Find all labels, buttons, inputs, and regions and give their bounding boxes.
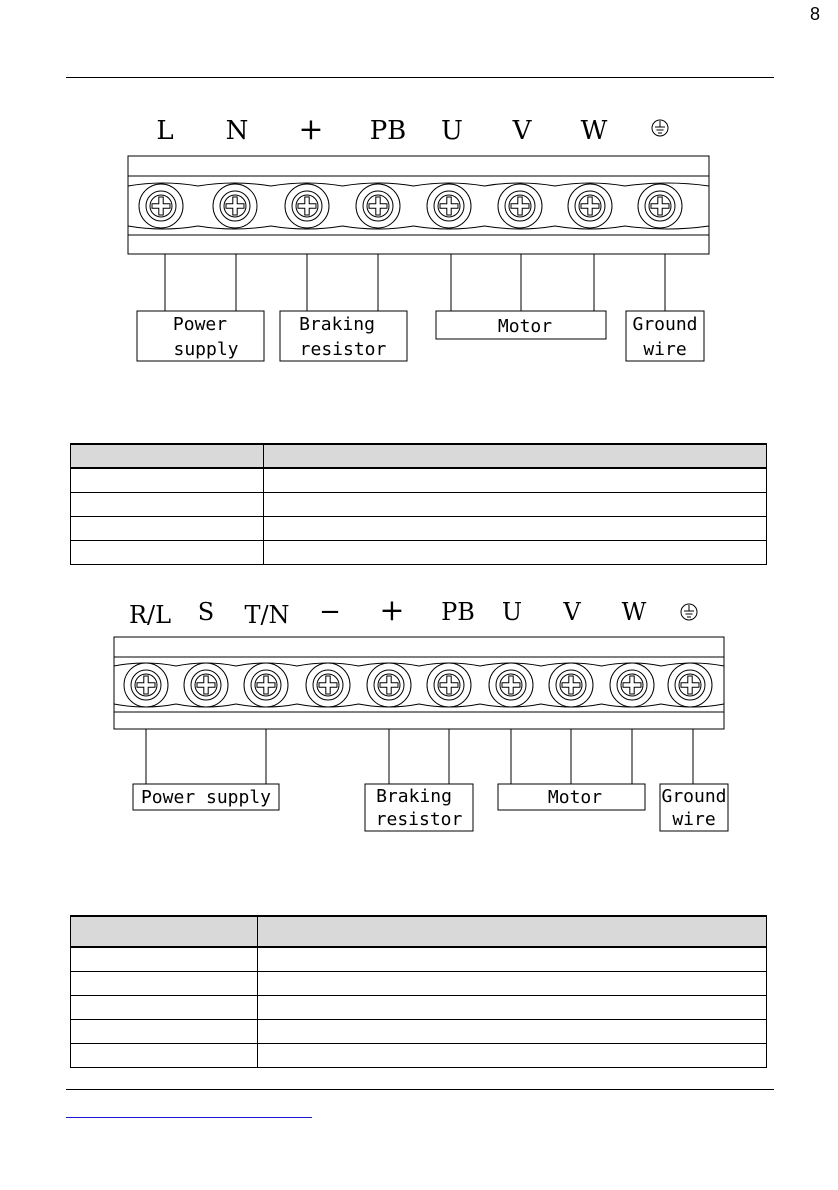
group-label-line: Braking <box>376 786 452 807</box>
footer-link[interactable] <box>66 1117 312 1118</box>
group-label-line: Braking <box>299 314 375 335</box>
terminal-label-w: W <box>621 598 647 626</box>
group-label-line: resistor <box>375 809 463 830</box>
table-cell <box>71 516 264 540</box>
terminal-label-minus: − <box>319 597 341 627</box>
screw-icon <box>668 663 712 707</box>
screw-icon <box>244 663 288 707</box>
table-cell <box>264 444 767 468</box>
table-cell <box>264 540 767 564</box>
terminal-diagram-1 <box>0 0 838 380</box>
table-row <box>71 1043 767 1067</box>
terminal-label-u: U <box>441 116 463 146</box>
group-box-ground-wire-1 <box>626 311 704 361</box>
screw-icon <box>427 663 471 707</box>
group-box-power-supply-1 <box>137 311 264 361</box>
terminal-label-t-n: T/N <box>244 601 290 629</box>
group-label-line: wire <box>643 339 687 360</box>
screw-icon <box>610 663 654 707</box>
group-label-line: supply <box>173 339 239 360</box>
screw-icon <box>124 663 168 707</box>
group-box-motor-1 <box>436 311 606 339</box>
table-cell <box>71 995 258 1019</box>
terminal-label-l: L <box>156 116 174 146</box>
table-cell <box>71 1043 258 1067</box>
group-label-line: Power <box>172 314 228 335</box>
table-cell <box>258 971 767 995</box>
table-cell <box>71 916 258 947</box>
table-row <box>71 468 767 492</box>
table-row <box>71 971 767 995</box>
terminal-label-pb: PB <box>369 116 407 146</box>
group-box-ground-wire-2 <box>660 784 728 831</box>
terminal-diagram-2 <box>0 590 838 850</box>
table-row <box>71 540 767 564</box>
table-cell <box>71 947 258 971</box>
table-cell <box>71 540 264 564</box>
group-label-line: Ground <box>661 786 727 807</box>
screw-icon <box>139 184 183 228</box>
terminal-label-w: W <box>580 116 608 146</box>
group-label-line: Motor <box>547 787 603 808</box>
table-row <box>71 947 767 971</box>
table-cell <box>258 1043 767 1067</box>
terminal-block-2 <box>114 637 724 729</box>
terminal-label-r-l: R/L <box>128 601 172 629</box>
table-cell <box>71 468 264 492</box>
terminal-block-1 <box>128 156 709 254</box>
table-cell <box>71 1019 258 1043</box>
terminal-label-pb: PB <box>441 598 475 626</box>
table-header-row <box>71 916 767 947</box>
group-label-line: resistor <box>299 339 387 360</box>
group-label-line: Ground <box>632 314 698 335</box>
table-header-row <box>71 444 767 468</box>
table-cell <box>258 916 767 947</box>
footer-rule <box>66 1089 774 1090</box>
screw-icon <box>306 663 350 707</box>
table-cell <box>264 492 767 516</box>
table-cell <box>258 947 767 971</box>
table-cell <box>71 971 258 995</box>
table-cell <box>71 492 264 516</box>
group-box-motor-2 <box>498 784 645 810</box>
screw-icon <box>638 184 682 228</box>
terminal-label-plus: + <box>298 112 324 147</box>
group-label-line: wire <box>672 809 716 830</box>
group-box-power-supply-2 <box>133 784 279 810</box>
ground-icon <box>681 604 697 620</box>
terminal-label-v: V <box>512 116 532 146</box>
screw-icon <box>184 663 228 707</box>
screw-icon <box>213 184 257 228</box>
lead-lines-2 <box>146 729 693 784</box>
spec-table-2 <box>70 915 767 1068</box>
screw-icon <box>489 663 533 707</box>
lead-lines-1 <box>165 254 665 311</box>
screw-icon <box>356 184 400 228</box>
screw-icon <box>367 663 411 707</box>
screw-icon <box>568 184 612 228</box>
screw-icon <box>285 184 329 228</box>
terminal-label-v: V <box>563 598 581 626</box>
table-cell <box>258 995 767 1019</box>
screw-icon <box>427 184 471 228</box>
group-label-line: Power supply <box>140 787 272 808</box>
table-row <box>71 516 767 540</box>
terminal-label-u: U <box>501 598 523 626</box>
group-box-braking-resistor-1 <box>280 311 407 361</box>
spec-table-1 <box>70 443 767 565</box>
table-cell <box>264 516 767 540</box>
table-row <box>71 1019 767 1043</box>
terminal-label-n: N <box>225 116 249 146</box>
table-cell <box>71 444 264 468</box>
table-row <box>71 995 767 1019</box>
screw-icon <box>549 663 593 707</box>
ground-icon <box>652 120 668 136</box>
group-box-braking-resistor-2 <box>365 784 473 831</box>
page-number: 8 <box>809 4 820 24</box>
table-cell <box>264 468 767 492</box>
terminal-label-plus: + <box>379 593 405 628</box>
group-label-line: Motor <box>497 316 553 337</box>
terminal-label-s: S <box>197 598 215 626</box>
table-row <box>71 492 767 516</box>
table-cell <box>258 1019 767 1043</box>
screw-icon <box>498 184 542 228</box>
